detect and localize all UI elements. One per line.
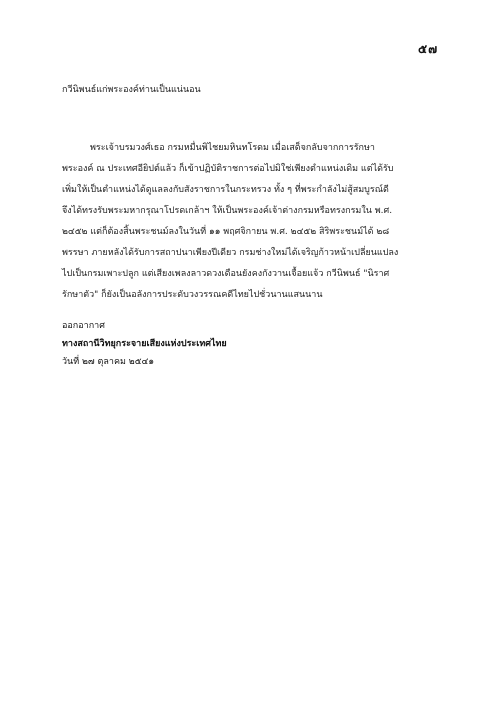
broadcast-date: วันที่ ๒๗ ตุลาคม ๒๕๔๑ xyxy=(62,357,155,367)
paragraph-line: เพิ่มให้เป็นตำแหน่งได้ดูแลลงกับสังราชการในกระทรวง ทั้ง ๆ ที่พระกำลังไม่สู้สมบูรณ์ดี xyxy=(62,185,389,195)
intro-line: กวีนิพนธ์แก่พระองค์ท่านเป็นแน่นอน xyxy=(62,85,201,95)
paragraph-line: รักษาตัว" ก็ยังเป็นอลังการประดับวงวรรณคดีไทยไปชั่วนานแสนนาน xyxy=(62,290,323,300)
paragraph-line: พระเจ้าบรมวงศ์เธอ กรมหมื่นพิไชยมหินทโรดม เมื่อเสด็จกลับจากการรักษา xyxy=(90,143,375,153)
paragraph-line: พรรษา ภายหลังได้รับการสถาปนาเพียงปีเดียว กรมช่างใหม่ได้เจริญก้าวหน้าเปลี่ยนแปลง xyxy=(62,248,399,258)
paragraph-line: จึงได้ทรงรับพระมหากรุณาโปรดเกล้าฯ ให้เป็นพระองค์เจ้าต่างกรมหรือทรงกรมใน พ.ศ. xyxy=(62,206,393,216)
page-number: ๕๗ xyxy=(418,42,439,56)
paragraph-line: ๒๔๕๒ แต่ก็ต้องสิ้นพระชนม์ลงในวันที่ ๑๑ พฤศจิกายน พ.ศ. ๒๔๕๒ สิริพระชนม์ได้ ๒๘ xyxy=(62,227,390,237)
broadcast-station: ทางสถานีวิทยุกระจายเสียงแห่งประเทศไทย xyxy=(62,339,227,349)
paragraph-line: ไปเป็นกรมเพาะปลูก แต่เสียงเพลงลาวดวงเดือนยังคงกังวานเจื้อยแจ้ว กวีนิพนธ์ "นิราศ xyxy=(62,269,390,279)
broadcast-label: ออกอากาศ xyxy=(62,321,105,331)
paragraph-line: พระองค์ ณ ประเทศอียิปต์แล้ว ก็เข้าปฏิบัติราชการต่อไปมิใช่เพียงตำแหน่งเดิม แต่ได้รับ xyxy=(62,164,394,174)
